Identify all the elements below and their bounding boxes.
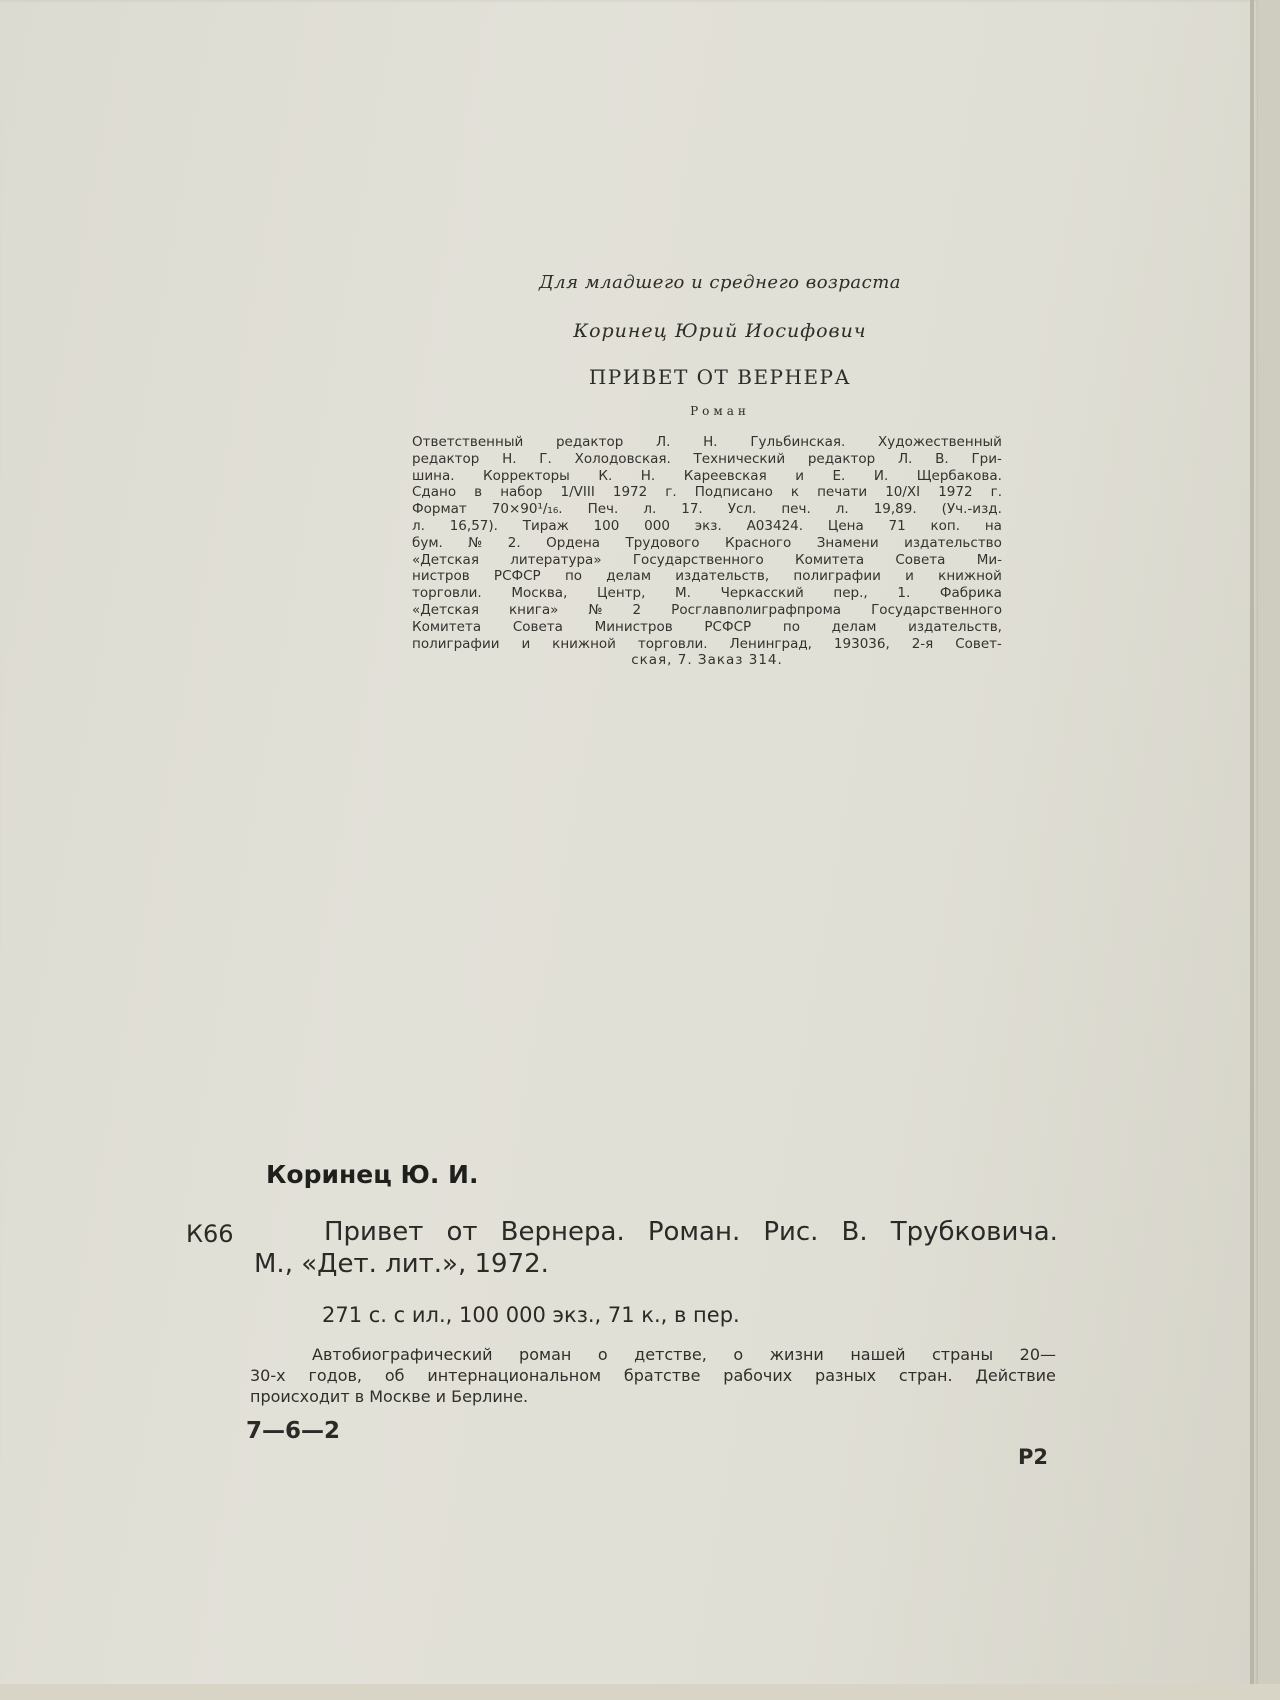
imprint-word: Москва, (511, 585, 568, 602)
imprint-word: Кареевская (683, 467, 767, 484)
catalog-title-word: Трубковича. (890, 1217, 1058, 1247)
annotation-line (250, 1344, 1056, 1365)
imprint-word: Министров (594, 618, 673, 635)
imprint-word: литература» (510, 551, 602, 568)
imprint-word: Красного (724, 534, 792, 551)
imprint-word: Корректоры (483, 467, 570, 484)
imprint-word: Государственного (871, 601, 1002, 618)
imprint-word: печ. (781, 501, 811, 518)
catalog-index: К66 (186, 1220, 234, 1248)
annotation-word: интернациональном (427, 1366, 602, 1385)
annotation-word: 20— (1019, 1345, 1056, 1364)
annotation-word: Действие (975, 1366, 1056, 1385)
imprint-word: Л. (897, 450, 913, 467)
imprint-word: 100 (593, 517, 620, 534)
imprint-word: полиграфии (412, 635, 500, 652)
catalog-title-word: В. (841, 1217, 868, 1247)
imprint-word: Н. (640, 467, 656, 484)
imprint-line (412, 636, 1002, 653)
imprint-line (412, 451, 1002, 468)
annotation-word: годов, (308, 1366, 362, 1385)
page-edge (1250, 0, 1254, 1700)
annotation-word: 30-х (250, 1366, 286, 1385)
imprint-word: полиграфии (793, 568, 881, 585)
imprint-word: «Детская (412, 601, 479, 618)
annotation-word: страны (931, 1345, 994, 1364)
imprint-word: 1972 (612, 484, 648, 501)
catalog-code-right: Р2 (1018, 1445, 1049, 1469)
imprint-word: Художественный (878, 434, 1002, 450)
imprint-word: торговли. (637, 635, 708, 652)
age-group-note: Для младшего и среднего возраста (538, 272, 902, 293)
imprint-word: Г. (539, 450, 552, 467)
imprint-word: 19,89. (873, 501, 917, 518)
catalog-title-word: Рис. (763, 1217, 819, 1247)
imprint-word: книга» (509, 601, 559, 618)
annotation-word: стран. (898, 1366, 953, 1385)
imprint-block (412, 434, 1002, 669)
imprint-word: по (782, 618, 800, 635)
imprint-word: на (984, 517, 1002, 534)
imprint-word: Черкасский (720, 585, 804, 602)
imprint-word: 71 (888, 517, 906, 534)
imprint-word: РСФСР (704, 618, 752, 635)
annotation-word: рабочих (723, 1366, 793, 1385)
imprint-word: 1972 (938, 484, 973, 501)
imprint-word: Подписано (694, 484, 773, 501)
author-full-name: Коринец Юрий Иосифович (573, 320, 867, 342)
annotation-word: о (733, 1345, 744, 1364)
imprint-word: В. (935, 450, 949, 467)
imprint-word: К. (598, 467, 613, 484)
imprint-word: Комитета (794, 551, 865, 568)
imprint-word: Знамени (816, 534, 879, 551)
imprint-word: г. (665, 484, 677, 501)
catalog-title-line-2: М., «Дет. лит.», 1972. (254, 1249, 549, 1279)
imprint-line (412, 552, 1002, 569)
imprint-word: и (521, 635, 531, 652)
imprint-word: и (905, 568, 914, 585)
imprint-word: 2-я (911, 635, 934, 652)
imprint-word: набор (500, 484, 543, 501)
annotation-word: Автобиографический (312, 1345, 493, 1364)
imprint-word: А03424. (746, 517, 804, 534)
imprint-word: книжной (938, 568, 1002, 585)
imprint-word: коп. (930, 517, 961, 534)
catalog-title-word: Роман. (647, 1217, 741, 1247)
imprint-word: издательств, (675, 568, 770, 585)
catalog-author: Коринец Ю. И. (266, 1160, 479, 1189)
annotation-word: об (384, 1366, 405, 1385)
imprint-word: книжной (552, 635, 616, 652)
imprint-line (412, 568, 1002, 585)
imprint-word: Ответственный (412, 434, 524, 450)
imprint-word: по (564, 568, 583, 585)
imprint-word: л. (835, 501, 849, 518)
imprint-word: Совета (512, 618, 563, 635)
annotation-word: жизни (769, 1345, 824, 1364)
imprint-word: Ми- (976, 551, 1002, 568)
annotation-word: разных (815, 1366, 877, 1385)
imprint-word: в (474, 484, 483, 501)
imprint-word: экз. (694, 517, 722, 534)
annotation-word: братстве (623, 1366, 701, 1385)
annotation-word: роман (519, 1345, 572, 1364)
imprint-word: Щербакова. (916, 467, 1002, 484)
imprint-word: 1/VIII (560, 484, 595, 501)
catalog-title-word: от (446, 1217, 478, 1247)
imprint-word: Холодовская. (574, 450, 671, 467)
imprint-word: л. (643, 501, 657, 518)
imprint-word: Ленинград, (729, 635, 812, 652)
imprint-word: № (588, 601, 603, 618)
imprint-word: Фабрика (939, 585, 1002, 602)
imprint-word: 10/XI (885, 484, 921, 501)
imprint-line (412, 602, 1002, 619)
imprint-word: Гри- (971, 450, 1002, 467)
imprint-word: РСФСР (493, 568, 541, 585)
imprint-word: 16,57). (449, 517, 498, 534)
table-surface (0, 1684, 1280, 1700)
imprint-word: делам (606, 568, 652, 585)
annotation-word: нашей (850, 1345, 906, 1364)
imprint-word: редактор (412, 450, 480, 467)
imprint-word: 2 (632, 601, 642, 618)
imprint-word: Н. (502, 450, 517, 467)
catalog-code-left: 7—6—2 (246, 1418, 341, 1444)
imprint-word: Росглавполиграфпрома (671, 601, 842, 618)
imprint-word: № (468, 534, 483, 551)
imprint-word: Совета (895, 551, 946, 568)
catalog-extent: 271 с. с ил., 100 000 экз., 71 к., в пер. (322, 1303, 740, 1327)
imprint-word: 17. (681, 501, 703, 518)
imprint-word: Формат (412, 501, 467, 518)
imprint-word: и (795, 467, 804, 484)
catalog-title-word: Привет (324, 1217, 424, 1247)
imprint-word: Комитета (412, 618, 482, 635)
imprint-word: Тираж (522, 517, 569, 534)
imprint-word: Усл. (727, 501, 757, 518)
imprint-word: делам (831, 618, 877, 635)
imprint-word: Сдано (412, 484, 457, 501)
imprint-line (412, 585, 1002, 602)
imprint-word: нистров (412, 568, 470, 585)
imprint-word: редактор (807, 450, 876, 467)
imprint-word: Л. (656, 434, 671, 450)
imprint-word: Н. (703, 434, 718, 450)
catalog-annotation (250, 1344, 1056, 1407)
imprint-word: 1. (897, 585, 911, 602)
catalog-title-line-1 (254, 1216, 1058, 1248)
imprint-line (412, 468, 1002, 485)
imprint-word: 000 (644, 517, 670, 534)
imprint-word: Ордена (546, 534, 601, 551)
imprint-word: торговли. (412, 585, 482, 602)
imprint-line (412, 619, 1002, 636)
catalog-title (254, 1216, 1058, 1280)
imprint-line (412, 484, 1002, 501)
imprint-word: Технический (693, 450, 786, 467)
imprint-word: Государственного (632, 551, 764, 568)
imprint-word: Е. (832, 467, 846, 484)
imprint-word: 193036, (833, 635, 890, 652)
imprint-word: Цена (827, 517, 864, 534)
imprint-word: И. (873, 467, 889, 484)
imprint-word: издательств, (908, 618, 1002, 635)
imprint-word: М. (675, 585, 691, 602)
imprint-word: редактор (555, 434, 624, 450)
annotation-word: о (597, 1345, 608, 1364)
book-genre: Роман (690, 404, 750, 418)
imprint-word: «Детская (412, 551, 479, 568)
book-title: ПРИВЕТ ОТ ВЕРНЕРА (588, 365, 852, 389)
imprint-word: 70×90¹/₁₆. (491, 501, 563, 518)
imprint-word: Трудового (625, 534, 700, 551)
imprint-line (412, 535, 1002, 552)
imprint-word: бум. (412, 534, 443, 551)
imprint-line (412, 501, 1002, 518)
imprint-word: Центр, (597, 585, 646, 602)
imprint-word: (Уч.-изд. (941, 501, 1002, 518)
imprint-word: Гульбинская. (750, 434, 846, 450)
annotation-line: происходит в Москве и Берлине. (250, 1387, 529, 1406)
imprint-word: шина. (412, 467, 455, 484)
imprint-word: издательство (904, 534, 1002, 551)
imprint-word: печати (817, 484, 868, 501)
annotation-word: детстве, (634, 1345, 707, 1364)
imprint-word: к (790, 484, 800, 501)
imprint-word: Печ. (587, 501, 619, 518)
imprint-word: Совет- (955, 635, 1002, 652)
annotation-line (250, 1365, 1056, 1386)
catalog-title-word: Вернера. (500, 1217, 625, 1247)
imprint-word: г. (990, 484, 1002, 501)
imprint-word: 2. (507, 534, 521, 551)
imprint-word: пер., (833, 585, 868, 602)
imprint-line (412, 518, 1002, 535)
imprint-line: ская, 7. Заказ 314. (631, 652, 783, 669)
imprint-word: л. (412, 517, 425, 534)
imprint-line (412, 434, 1002, 451)
